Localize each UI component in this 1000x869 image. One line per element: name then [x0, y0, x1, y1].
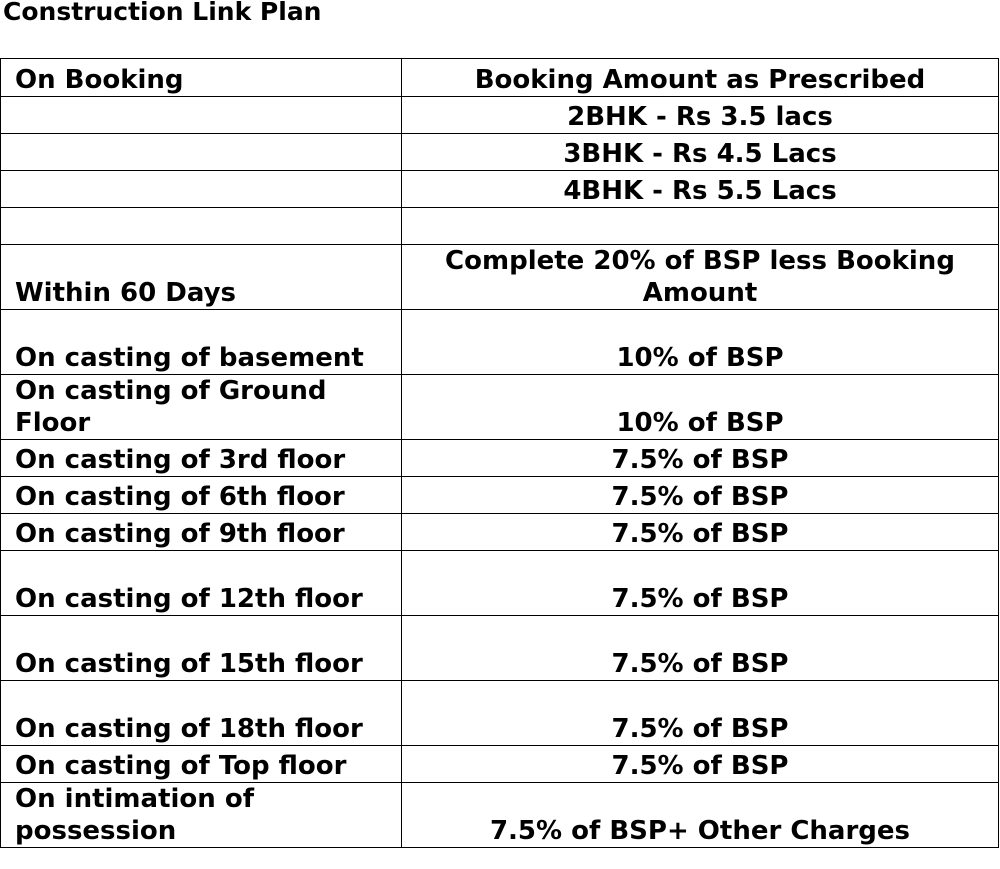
- payment-cell: Complete 20% of BSP less Booking Amount: [402, 245, 999, 310]
- stage-cell: On Booking: [1, 59, 402, 97]
- payment-cell: 3BHK - Rs 4.5 Lacs: [402, 134, 999, 171]
- stage-cell: On casting of 18th floor: [1, 681, 402, 746]
- table-row: [1, 681, 999, 746]
- stage-cell: On casting of 12th floor: [1, 551, 402, 616]
- stage-cell: [1, 171, 402, 208]
- payment-cell: Booking Amount as Prescribed: [402, 59, 999, 97]
- table-row: [1, 440, 999, 477]
- stage-cell: On casting of 15th floor: [1, 616, 402, 681]
- table-row: [1, 783, 999, 848]
- stage-cell: On casting of Ground Floor: [1, 375, 402, 440]
- payment-cell: 7.5% of BSP: [402, 551, 999, 616]
- payment-cell: 7.5% of BSP: [402, 514, 999, 551]
- payment-cell: 7.5% of BSP: [402, 746, 999, 783]
- stage-cell: On casting of 9th floor: [1, 514, 402, 551]
- table-row: [1, 208, 999, 245]
- stage-cell: On casting of 6th floor: [1, 477, 402, 514]
- stage-cell: [1, 208, 402, 245]
- table-row: [1, 245, 999, 310]
- stage-cell: On intimation of possession: [1, 783, 402, 848]
- stage-cell: On casting of basement: [1, 310, 402, 375]
- payment-cell: 7.5% of BSP: [402, 477, 999, 514]
- stage-cell: Within 60 Days: [1, 245, 402, 310]
- stage-cell: [1, 134, 402, 171]
- payment-cell: 2BHK - Rs 3.5 lacs: [402, 97, 999, 134]
- table-row: [1, 746, 999, 783]
- payment-cell: 7.5% of BSP: [402, 616, 999, 681]
- page-title: Construction Link Plan: [3, 0, 322, 26]
- table-row: [1, 134, 999, 171]
- table-row: [1, 616, 999, 681]
- payment-cell: [402, 208, 999, 245]
- payment-cell: 4BHK - Rs 5.5 Lacs: [402, 171, 999, 208]
- table-row: [1, 551, 999, 616]
- payment-cell: 7.5% of BSP+ Other Charges: [402, 783, 999, 848]
- table-row: [1, 477, 999, 514]
- table-row: [1, 514, 999, 551]
- table-row: [1, 375, 999, 440]
- table-row: [1, 310, 999, 375]
- stage-cell: [1, 97, 402, 134]
- payment-cell: 7.5% of BSP: [402, 681, 999, 746]
- payment-plan-table: [0, 58, 999, 848]
- payment-cell: 7.5% of BSP: [402, 440, 999, 477]
- payment-cell: 10% of BSP: [402, 375, 999, 440]
- table-row: [1, 171, 999, 208]
- table-row: [1, 59, 999, 97]
- payment-cell: 10% of BSP: [402, 310, 999, 375]
- stage-cell: On casting of Top floor: [1, 746, 402, 783]
- table-row: [1, 97, 999, 134]
- stage-cell: On casting of 3rd floor: [1, 440, 402, 477]
